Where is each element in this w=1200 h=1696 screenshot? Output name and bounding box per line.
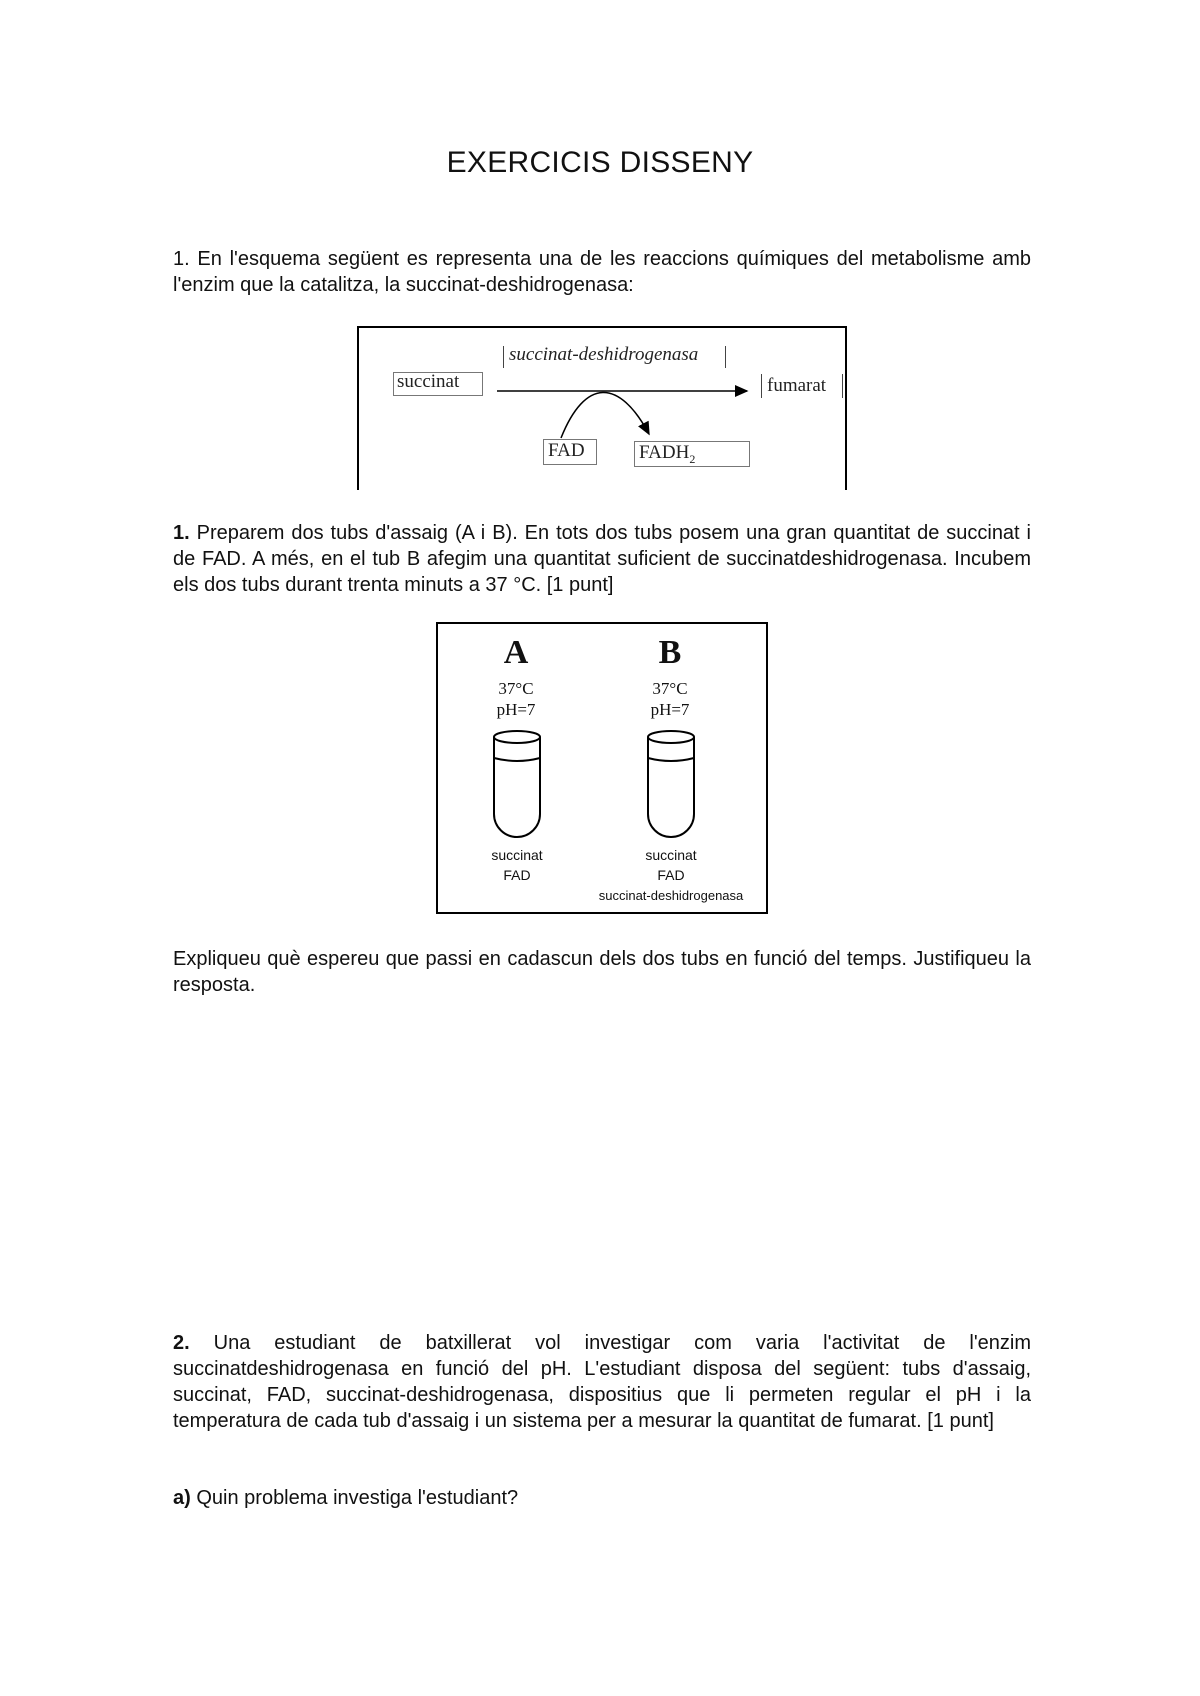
question-2-number: 2.	[173, 1332, 190, 1354]
tube-a-ph: pH=7	[496, 700, 536, 719]
page-title: EXERCICIS DISSENY	[446, 146, 754, 179]
cofactor-arrow	[561, 392, 649, 438]
product-label: fumarat	[767, 375, 827, 396]
cofactor-label: FAD	[548, 440, 585, 461]
tube-a-temperature: 37°C	[498, 679, 534, 698]
tube-b-icon	[648, 731, 694, 837]
reduced-cofactor-text: FADH	[639, 442, 690, 463]
tube-b-contents-1: succinat	[645, 847, 697, 863]
question-2a-label: a)	[173, 1487, 191, 1509]
reaction-diagram	[357, 326, 847, 490]
tube-b-letter: B	[658, 634, 682, 671]
question-2-text: Una estudiant de batxillerat vol investigar com varia l'activitat de l'enzim succinatdeshidrogenasa en funció del pH. L'estudiant disposa del següent: tubs d'assaig, succinat, FAD, succinat-deshidrogenasa, dispositius que li permeten regular el pH i la temperatura de cada tub d'assaig i un sistema per a mesurar la quantitat de fumarat. [1 punt]	[173, 1332, 1031, 1432]
question-2a-text: Quin problema investiga l'estudiant?	[190, 1487, 519, 1509]
question-1-paragraph	[173, 520, 1031, 598]
tube-a-contents-1: succinat	[491, 847, 543, 863]
tube-a-contents-2: FAD	[503, 867, 531, 883]
tube-a-icon	[494, 731, 540, 837]
test-tubes-figure	[436, 622, 768, 914]
question-1-prompt: Expliqueu què espereu que passi en cadascun dels dos tubs en funció del temps. Justifiqueu la resposta.	[173, 948, 1031, 996]
tube-b-temperature: 37°C	[652, 679, 688, 698]
substrate-label: succinat	[397, 371, 460, 392]
question-2a-paragraph	[173, 1485, 1031, 1511]
question-1-number: 1.	[173, 522, 190, 544]
tube-b-contents-2: FAD	[657, 867, 685, 883]
reaction-arrows	[357, 326, 847, 490]
tube-b-ph: pH=7	[650, 700, 690, 719]
intro-paragraph: 1. En l'esquema següent es representa una de les reaccions químiques del metabolisme amb l'enzim que la catalitza, la succinat-deshidrogenasa:	[173, 248, 1031, 296]
tube-a-letter: A	[503, 634, 529, 671]
reduced-cofactor-subscript: 2	[689, 451, 696, 466]
enzyme-label: succinat-deshidrogenasa	[509, 344, 699, 365]
question-2-paragraph	[173, 1330, 1031, 1434]
question-1-text: Preparem dos tubs d'assaig (A i B). En tots dos tubs posem una gran quantitat de succinat i de FAD. A més, en el tub B afegim una quantitat suficient de succinatdeshidrogenasa. Incubem els dos tubs durant trenta minuts a 37 °C. [1 punt]	[173, 522, 1031, 596]
tube-b-contents-3: succinat-deshidrogenasa	[598, 888, 744, 903]
